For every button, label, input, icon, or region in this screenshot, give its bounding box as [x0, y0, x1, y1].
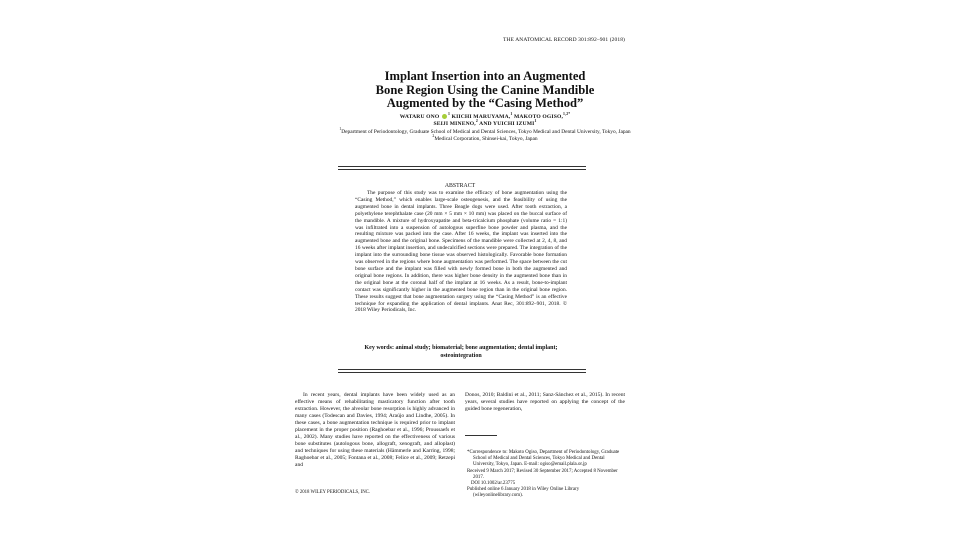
author-name: WATARU ONO	[399, 114, 440, 120]
author-line-2	[310, 121, 660, 128]
affiliations	[310, 129, 660, 143]
author-list	[310, 114, 660, 128]
copyright: © 2018 WILEY PERIODICALS, INC.	[295, 490, 371, 495]
author-sup: 1,2*	[563, 112, 571, 117]
body-column-1: In recent years, dental implants have been widely used as an effective means of rehabilitating masticatory function after tooth extraction. However, the alveolar bone resorption is highly advanced in many cases (Todescan and Davies, 1994; Araújo and Lindhe, 2005). In these cases, a bone augmentation technique is required prior to implant placement in the proper position (Raghoebar et al., 1996; Proussaefs et al., 2002). Many studies have reported on the effectiveness of various bone substitutes (autologous bone, allograft, xenograft, and alloplast) and techniques for using these materials (Hämmerle and Karring, 1998; Raghoebar et al., 2005; Fontana et al., 2008; Felice et al., 2009; Retzepi and	[295, 392, 455, 468]
title-line: Bone Region Using the Canine Mandible	[375, 82, 595, 97]
affiliation-sup: 1	[339, 127, 342, 132]
received-note: Received 9 March 2017; Revised 30 September 2017; Accepted 8 November 2017.	[467, 468, 618, 480]
author-sup: 2	[475, 119, 478, 124]
keywords: Key words: animal study; biomaterial; bone augmentation; dental implant; osteointegration	[364, 345, 558, 359]
affiliation-sup: 2	[432, 134, 435, 139]
author-name: SEIJI MINENO,	[433, 121, 476, 128]
divider	[338, 166, 586, 167]
correspondence-note: *Correspondence to: Makoto Ogiso, Department of Periodontology, Graduate School of Medical and Dental Sciences, Tokyo Medical and Dental University, Tokyo, Japan. E-mail: ogiso@email.plala.or.jp	[467, 450, 620, 468]
orcid-icon[interactable]	[442, 114, 447, 119]
divider	[338, 369, 586, 370]
published-note: Published online 6 January 2018 in Wiley Online Library (wileyonlinelibrary.com).	[467, 487, 580, 499]
footnote-divider	[465, 435, 497, 436]
doi-note[interactable]: DOI 10.1002/ar.23775	[471, 481, 516, 487]
affiliation-text: Medical Corporation, Shinsei-kai, Tokyo, Japan	[434, 136, 538, 142]
author-sup: 1	[510, 112, 513, 117]
divider	[338, 372, 586, 373]
abstract-heading: ABSTRACT	[444, 183, 476, 189]
footnotes	[465, 450, 627, 500]
author-sup: 1	[447, 112, 450, 117]
paper-title	[310, 70, 660, 111]
author-name: MAKOTO OGISO,	[513, 114, 564, 120]
abstract-text: The purpose of this study was to examine the efficacy of bone augmentation using the “Casing Method,” which enables large-scale osteogenesis, and the feasibility of using the augmented bone in dental implants. Three Beagle dogs were used. After tooth extraction, a polyethylene terephthalate case (20 mm × 5 mm × 10 mm) was placed on the buccal surface of the mandible. A mixture of hydroxyapatite and beta-tricalcium phosphate (volume ratio = 1:1) was infiltrated into a suspension of autologous superfine bone powder and plasma, and the resulting mixture was packed into the case. After 16 weeks, the implant was inserted into the augmented bone and the original bone. Specimens of the mandible were collected at 2, 4, 8, and 16 weeks after implant insertion, and undecalcified sections were prepared. The integration of the implant into the surrounding bone tissue was observed histologically. Favorable bone formation was observed in the regions where bone augmentation was performed. The space between the cut bone surface and the implant was filled with newly formed bone in both the augmented and original bone regions. In addition, there was higher bone density in the augmented bone than in the original bone at the coronal half of the implant at 16 weeks. As a result, bone-to-implant contact was significantly higher in the augmented bone region than in the original bone region. These results suggest that bone augmentation surgery using the “Casing Method” is an effective technique for expanding the application of dental implants. Anat Rec, 301:892–901, 2018. © 2018 Wiley Periodicals, Inc.	[355, 190, 567, 314]
affiliation-2	[310, 136, 660, 143]
divider	[338, 169, 586, 170]
journal-header: THE ANATOMICAL RECORD 301:892–901 (2018)	[503, 37, 625, 43]
body-column-2: Donos, 2010; Baldini et al., 2011; Sanz-Sánchez et al., 2015). In recent years, several studies have reported on applying the concept of the guided bone regeneration,	[465, 392, 625, 412]
author-name: KIICHI MARUYAMA,	[451, 114, 511, 120]
author-sup: 1	[534, 119, 537, 124]
title-line: Implant Insertion into an Augmented	[384, 69, 586, 83]
author-name: AND YUICHI IZUMI	[479, 121, 535, 128]
title-line: Augmented by the “Casing Method”	[386, 96, 584, 110]
affiliation-text: Department of Periodontology, Graduate School of Medical and Dental Sciences, Tokyo Medical and Dental University, Tokyo, Japan	[341, 129, 631, 135]
